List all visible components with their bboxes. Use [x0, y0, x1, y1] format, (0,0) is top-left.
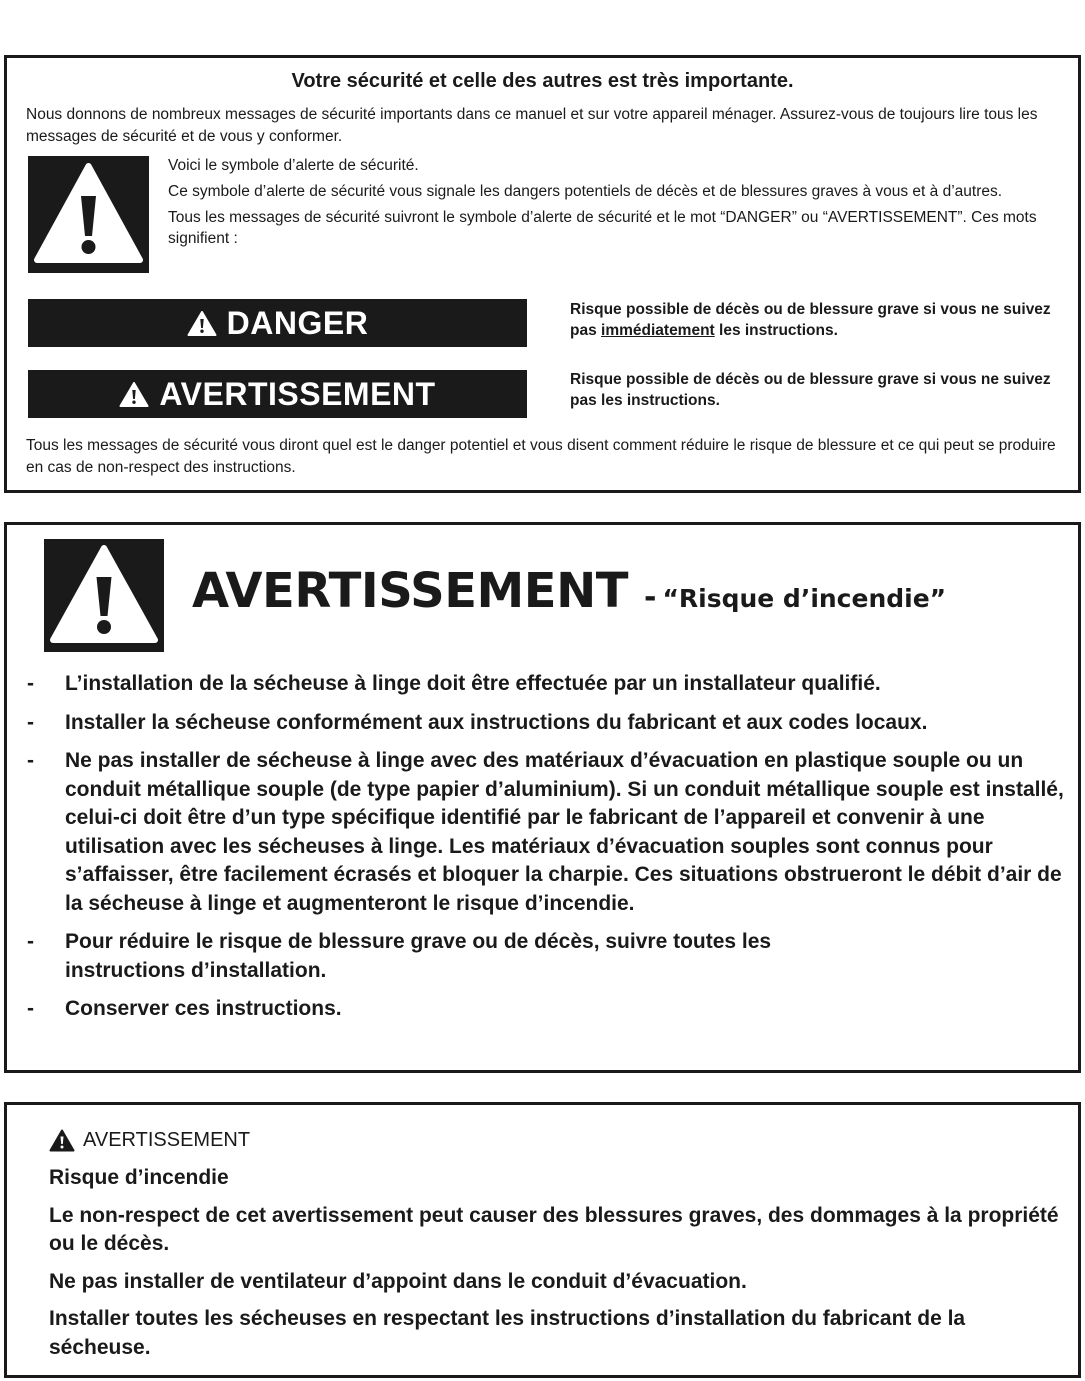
fire-warning-list: [27, 670, 1067, 1034]
warning-triangle-icon: [187, 310, 217, 337]
bullet-dash: -: [27, 930, 34, 953]
danger-desc-emphasis: immédiatement: [601, 322, 715, 339]
bullet-dash: -: [27, 710, 34, 734]
safety-alert-icon: [44, 539, 164, 652]
symbol-line: Tous les messages de sécurité suivront le symbole d’alerte de sécurité et le mot “DANGER” ou “AVERTISSEMENT”. Ces mots signifient :: [168, 209, 1037, 247]
danger-signal-bar: [28, 299, 527, 347]
bullet-dash: -: [27, 997, 34, 1020]
list-item-text: Installer la sécheuse conformément aux instructions du fabricant et aux codes locaux.: [65, 710, 928, 734]
list-item: [27, 928, 865, 985]
warning-line: Ne pas installer de ventilateur d’appoint dans le conduit d’évacuation.: [49, 1269, 747, 1293]
list-item: [27, 670, 1067, 699]
symbol-explanation: [168, 155, 1048, 254]
danger-label: DANGER: [226, 304, 369, 341]
warning-heading-text: AVERTISSEMENT: [192, 563, 628, 619]
list-item: [27, 709, 1067, 738]
warning-description: Risque possible de décès ou de blessure grave si vous ne suivez pas les instructions.: [570, 371, 1051, 409]
fire-warning-box: [4, 522, 1081, 1073]
list-item-text: L’installation de la sécheuse à linge doit être effectuée par un installateur qualifié.: [65, 672, 881, 695]
warning-triangle-icon: [119, 381, 149, 408]
fire-risk-subheading: “Risque d’incendie”: [662, 584, 947, 613]
fan-warning-heading: AVERTISSEMENT: [83, 1129, 251, 1151]
warning-signal-bar: [28, 370, 527, 418]
symbol-line: Voici le symbole d’alerte de sécurité.: [168, 157, 419, 174]
bullet-dash: -: [27, 672, 34, 695]
fire-warning-heading: [192, 563, 946, 619]
warning-label: AVERTISSEMENT: [159, 375, 436, 412]
list-item: [27, 747, 1067, 918]
list-item-text: Ne pas installer de sécheuse à linge avec des matériaux d’évacuation en plastique souple ou un conduit métallique souple (de type papier d’aluminium). Si un conduit métallique souple est installé, celui-ci doit être d’un type spécifique identifié par le fabricant de l’appareil et convenir à une utilisation avec les sécheuses à linge. Les matériaux d’évacuation souples sont connus pour s’affaisser, être facilement écrasés et bloquer la charpie. Ces situations obstrueront le débit d’air de la sécheuse à linge et augmenteront le risque d’incendie.: [65, 749, 1064, 915]
list-item: [27, 995, 1067, 1024]
bullet-dash: -: [27, 749, 34, 772]
warning-line: Le non-respect de cet avertissement peut causer des blessures graves, des dommages à la propriété ou le décès.: [49, 1203, 1059, 1255]
safety-intro: Nous donnons de nombreux messages de sécurité importants dans ce manuel et sur votre appareil ménager. Assurez-vous de toujours lire tous les messages de sécurité et de vous y conformer.: [26, 106, 1038, 145]
fan-warning-box: [4, 1102, 1081, 1378]
danger-description: [570, 299, 1075, 341]
danger-desc-part: les instructions.: [714, 322, 838, 339]
warning-triangle-icon: [49, 1129, 75, 1152]
symbol-line: Ce symbole d’alerte de sécurité vous signale les dangers potentiels de décès et de blessures graves à vous et à d’autres.: [168, 183, 1003, 200]
danger-desc-part: Risque possible de décès ou de blessure grave si vous ne suivez pas: [570, 301, 1051, 339]
warning-line: Risque d’incendie: [49, 1166, 229, 1189]
safety-info-box: [4, 55, 1081, 493]
safety-title: Votre sécurité et celle des autres est très importante.: [291, 70, 794, 92]
fan-warning-content: [49, 1164, 1069, 1371]
heading-separator: -: [643, 580, 657, 615]
safety-alert-icon: [28, 156, 149, 273]
warning-line: Installer toutes les sécheuses en respectant les instructions d’installation du fabricant de la sécheuse.: [49, 1307, 966, 1359]
fan-warning-header: [49, 1129, 250, 1152]
list-item-text: Conserver ces instructions.: [65, 997, 342, 1020]
safety-footer: Tous les messages de sécurité vous diront quel est le danger potentiel et vous disent comment réduire le risque de blessure et ce qui peut se produire en cas de non-respect des instructions.: [26, 437, 1056, 476]
list-item-text: Pour réduire le risque de blessure grave ou de décès, suivre toutes les instructions d’installation.: [65, 930, 772, 982]
